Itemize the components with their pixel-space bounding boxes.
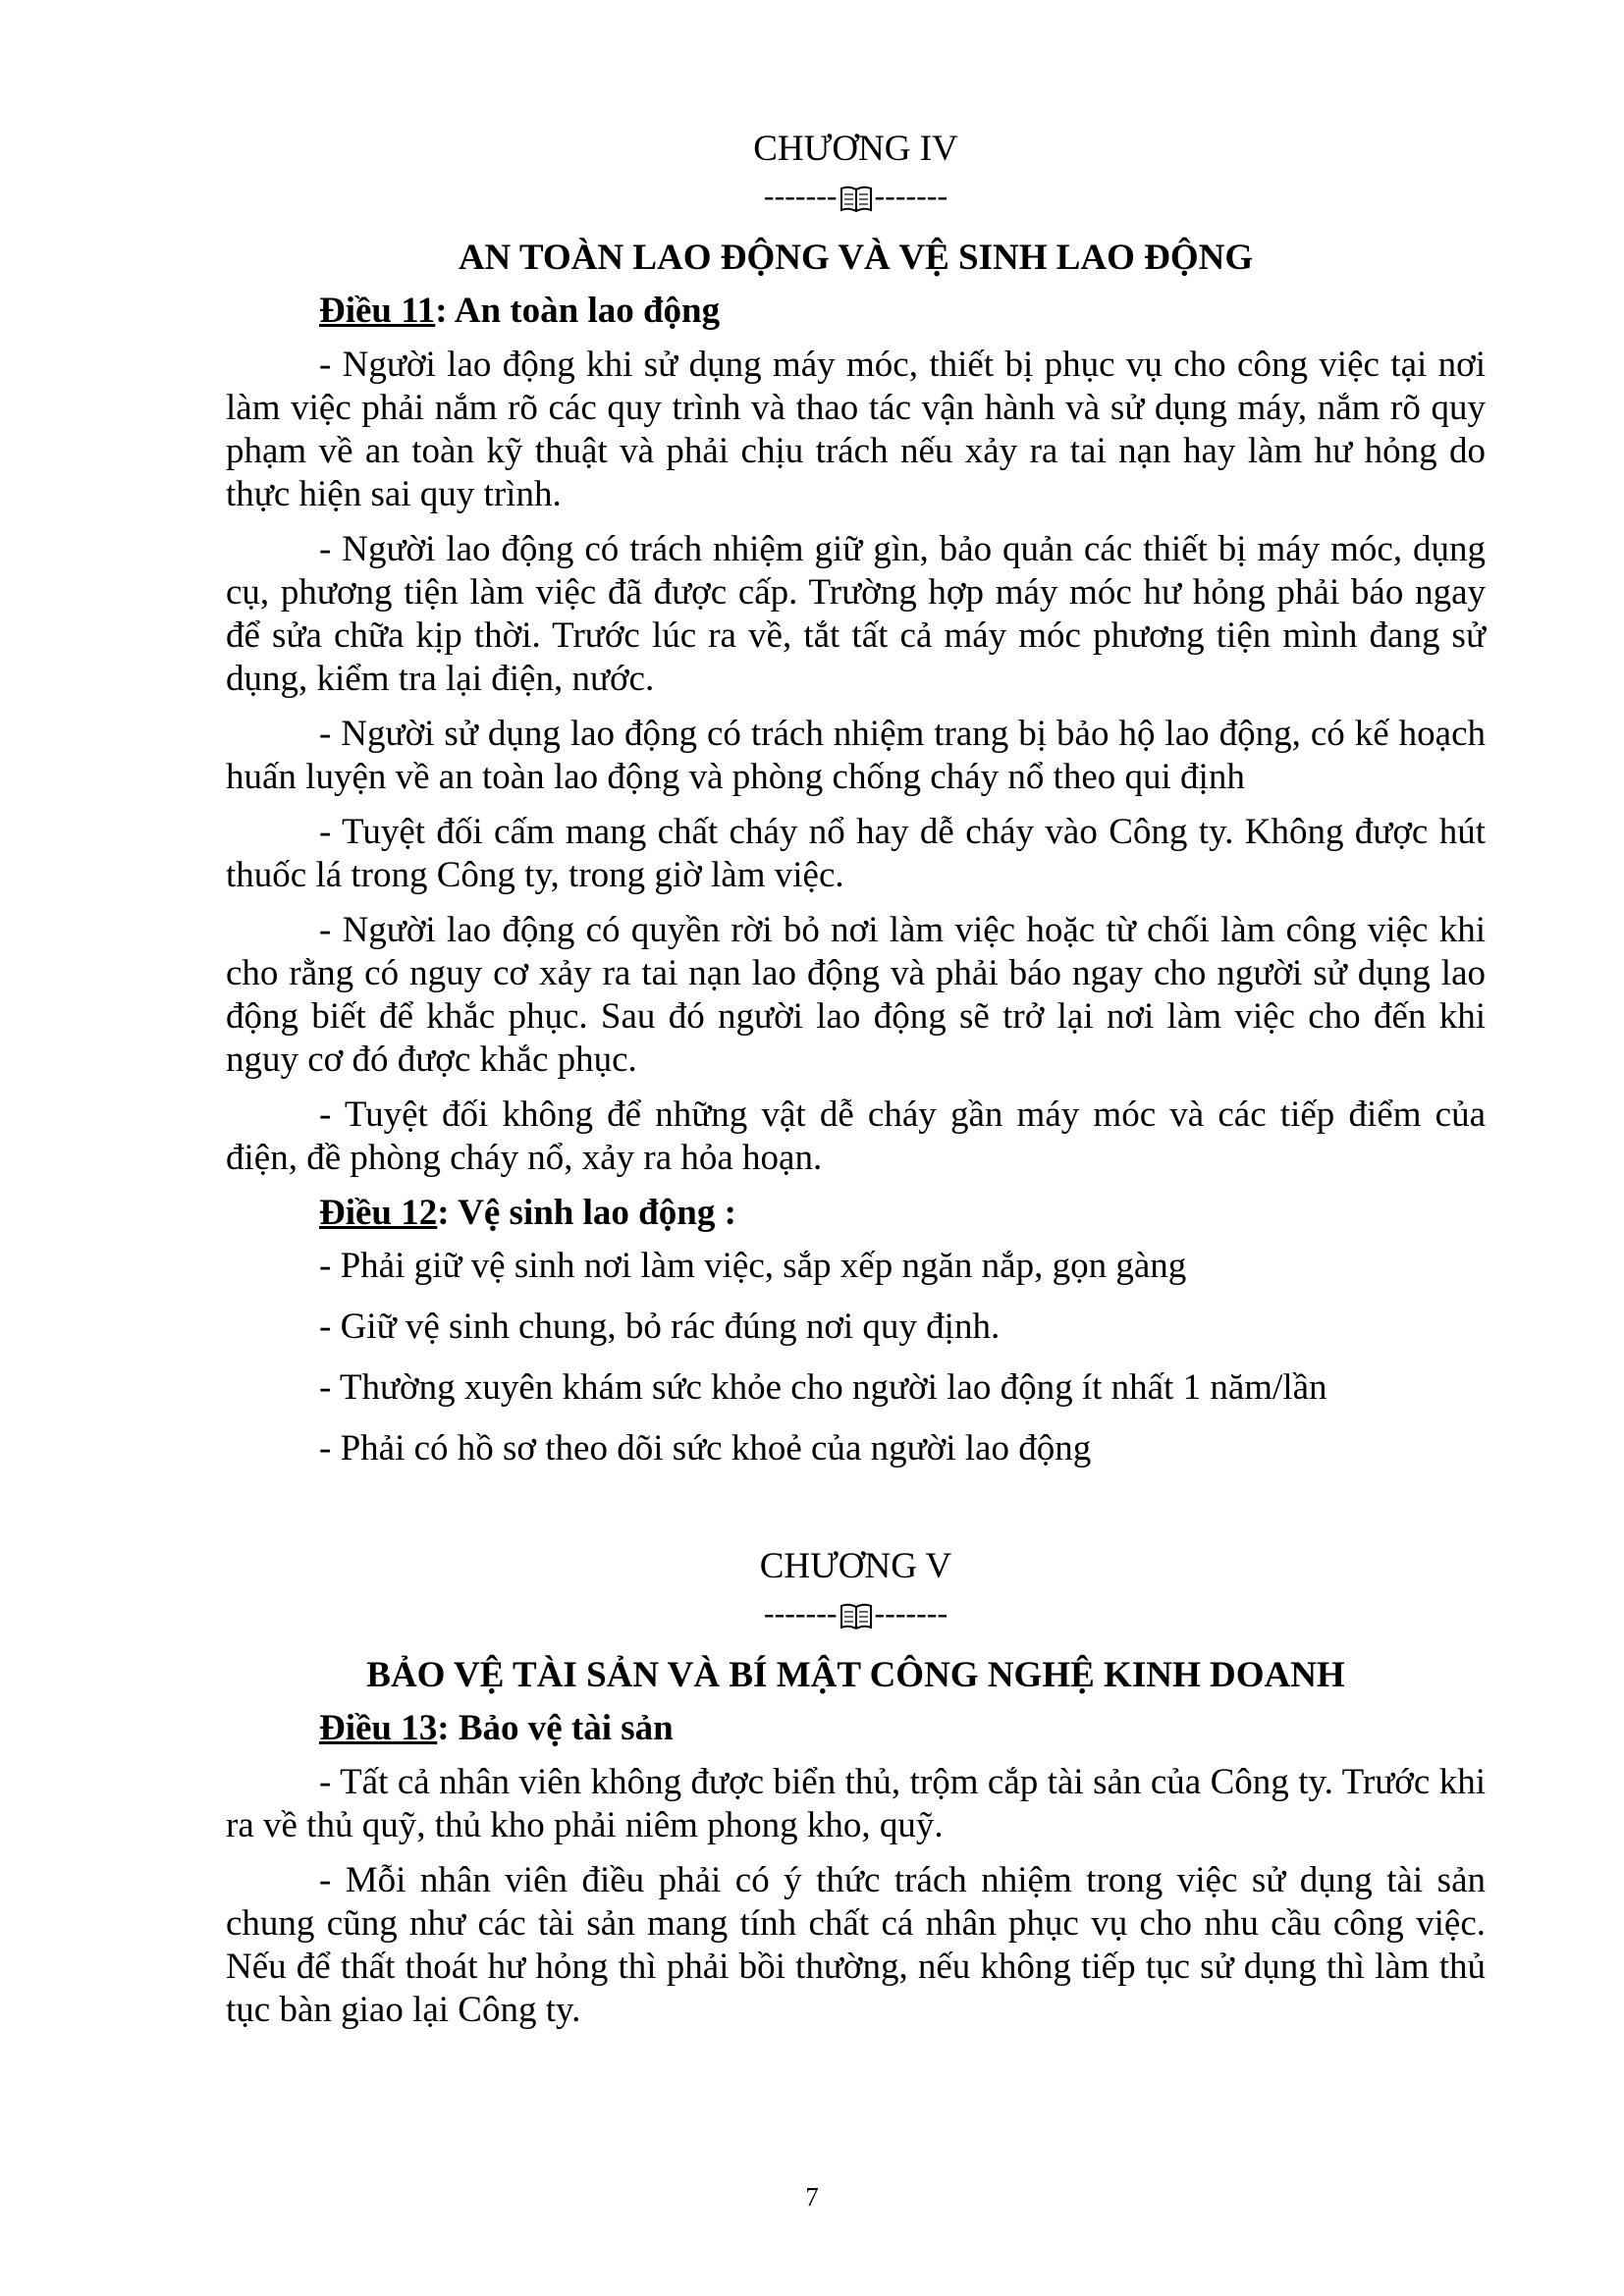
- article-12-item: - Thường xuyên khám sức khỏe cho người lao động ít nhất 1 năm/lần: [319, 1366, 1327, 1408]
- chapter-4-heading: AN TOÀN LAO ĐỘNG VÀ VỆ SINH LAO ĐỘNG: [458, 237, 1254, 278]
- divider-dashes-right: -------: [874, 1595, 948, 1631]
- article-11-paragraph: - Tuyệt đối cấm mang chất cháy nổ hay dễ cháy vào Công ty. Không được hút thuốc lá trong Công ty, trong giờ làm việc.: [226, 811, 1486, 895]
- chapter-spacer: [226, 1488, 1486, 1545]
- divider-dashes-right: -------: [874, 178, 948, 214]
- article-12-item: - Phải giữ vệ sinh nơi làm việc, sắp xếp ngăn nắp, gọn gàng: [319, 1245, 1187, 1286]
- book-icon: [839, 185, 873, 222]
- divider-dashes-left: -------: [763, 178, 838, 214]
- article-13-number: Điều 13: [319, 1708, 438, 1749]
- article-11-paragraph: - Người lao động khi sử dụng máy móc, thiết bị phục vụ cho công việc tại nơi làm việc phải nắm rõ các quy trình và thao tác vận hành và sử dụng máy, nắm rõ quy phạm về an toàn kỹ thuật và phải chịu trách nếu xảy ra tai nạn hay làm hư hỏng do thực hiện sai quy trình.: [226, 344, 1486, 514]
- chapter-4-divider: [226, 177, 1486, 222]
- chapter-5-heading: BẢO VỆ TÀI SẢN VÀ BÍ MẬT CÔNG NGHỆ KINH DOANH: [366, 1654, 1345, 1695]
- article-11-paragraph: - Người lao động có quyền rời bỏ nơi làm việc hoặc từ chối làm công việc khi cho rằng có nguy cơ xảy ra tai nạn lao động và phải báo ngay cho người sử dụng lao động biết để khắc phục. Sau đó người lao động sẽ trở lại nơi làm việc cho đến khi nguy cơ đó được khắc phục.: [226, 909, 1486, 1080]
- document-page: [226, 128, 1486, 2238]
- article-11-number: Điều 11: [319, 291, 436, 332]
- article-12-number: Điều 12: [319, 1192, 438, 1233]
- article-13-title: : Bảo vệ tài sản: [437, 1708, 674, 1749]
- chapter-5-divider: [226, 1594, 1486, 1639]
- article-11-paragraph: - Tuyệt đối không để những vật dễ cháy gần máy móc và các tiếp điểm của điện, đề phòng cháy nổ, xảy ra hỏa hoạn.: [226, 1094, 1486, 1178]
- article-12-item: - Phải có hồ sơ theo dõi sức khoẻ của người lao động: [319, 1427, 1092, 1468]
- article-11-title: : An toàn lao động: [435, 291, 721, 332]
- article-12-item: - Giữ vệ sinh chung, bỏ rác đúng nơi quy định.: [319, 1306, 1001, 1347]
- article-13-paragraph: - Mỗi nhân viên điều phải có ý thức trách nhiệm trong việc sử dụng tài sản chung cũng như các tài sản mang tính chất cá nhân phục vụ cho nhu cầu công việc. Nếu để thất thoát hư hỏng thì phải bồi thường, nếu không tiếp tục sử dụng thì làm thủ tục bàn giao lại Công ty.: [226, 1859, 1486, 2030]
- article-11-paragraph: - Người lao động có trách nhiệm giữ gìn, bảo quản các thiết bị máy móc, dụng cụ, phương tiện làm việc đã được cấp. Trường hợp máy móc hư hỏng phải báo ngay để sửa chữa kịp thời. Trước lúc ra về, tắt tất cả máy móc phương tiện mình đang sử dụng, kiểm tra lại điện, nước.: [226, 528, 1486, 699]
- divider-dashes-left: -------: [763, 1595, 838, 1631]
- article-11-paragraph: - Người sử dụng lao động có trách nhiệm trang bị bảo hộ lao động, có kế hoạch huấn luyện về an toàn lao động và phòng chống cháy nổ theo qui định: [226, 713, 1486, 797]
- article-12-heading: [319, 1192, 1486, 1235]
- chapter-4-title: CHƯƠNG IV: [753, 129, 958, 169]
- article-11-heading: [319, 290, 1486, 333]
- article-13-paragraph: - Tất cả nhân viên không được biển thủ, trộm cắp tài sản của Công ty. Trước khi ra về thủ quỹ, thủ kho phải niêm phong kho, quỹ.: [226, 1761, 1486, 1845]
- book-icon: [839, 1602, 873, 1639]
- page-number: 7: [805, 2182, 819, 2212]
- article-13-heading: [319, 1707, 1486, 1750]
- chapter-5-title: CHƯƠNG V: [759, 1545, 952, 1586]
- article-12-title: : Vệ sinh lao động :: [437, 1192, 736, 1233]
